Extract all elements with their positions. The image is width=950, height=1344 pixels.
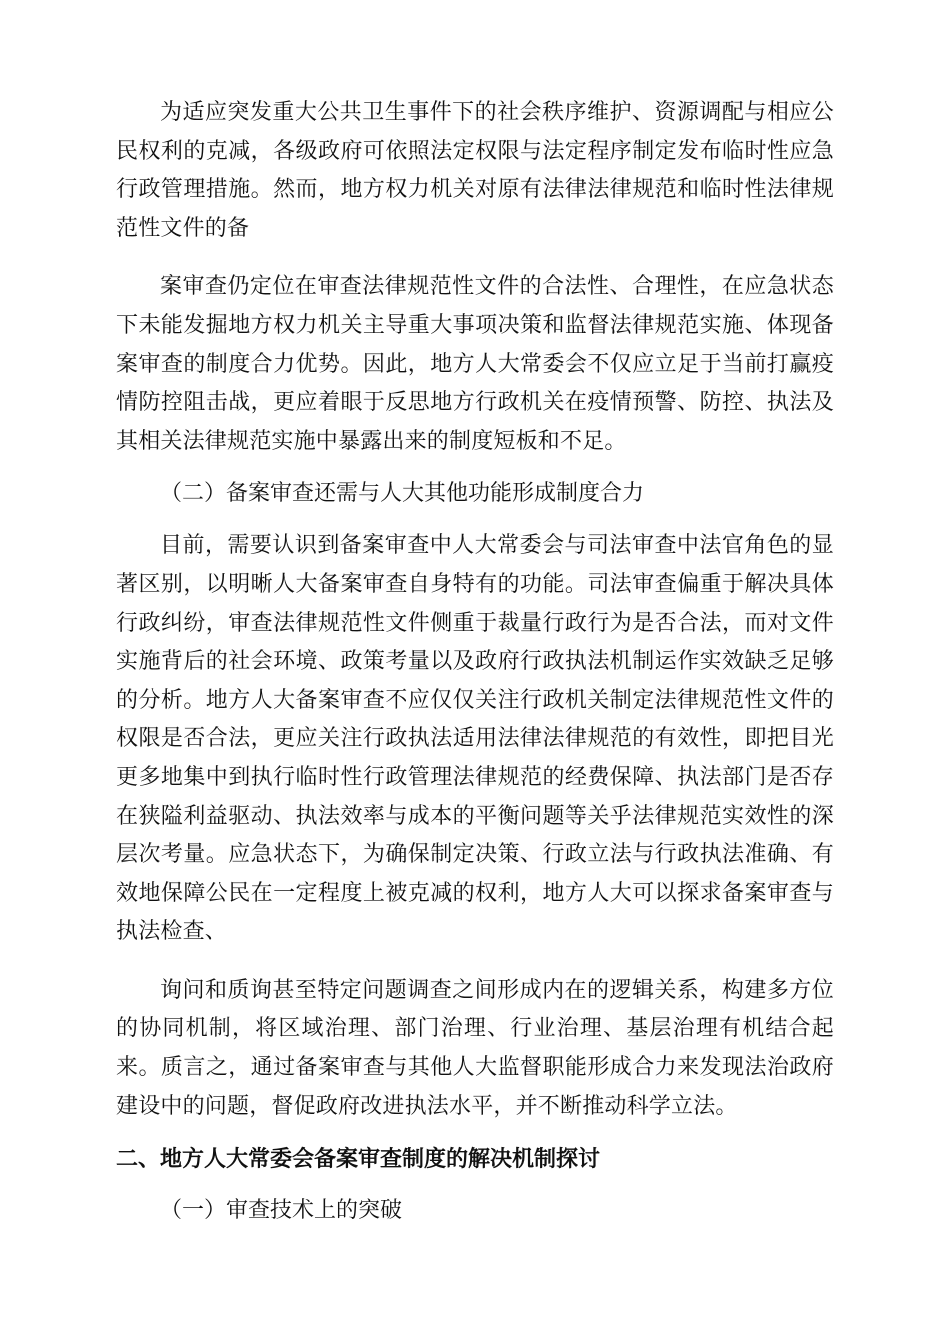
document-page [116, 94, 834, 1230]
section-subheading-2: （二）备案审查还需与人大其他功能形成制度合力 [160, 481, 645, 507]
paragraph-1: 为适应突发重大公共卫生事件下的社会秩序维护、资源调配与相应公民权利的克减，各级政府可依照法定权限与法定程序制定发布临时性应急行政管理措施。然而，地方权力机关对原有法律法律规范和临时性法律规范性文件的备 [116, 100, 834, 241]
paragraph-3: 目前，需要认识到备案审查中人大常委会与司法审查中法官角色的显著区别，以明晰人大备案审查自身特有的功能。司法审查偏重于解决具体行政纠纷，审查法律规范性文件侧重于裁量行政行为是否合法，而对文件实施背后的社会环境、政策考量以及政府行政执法机制运作实效缺乏足够的分析。地方人大备案审查不应仅仅关注行政机关制定法律规范性文件的权限是否合法，更应关注行政执法适用法律法律规范的有效性，即把目光更多地集中到执行临时性行政管理法律规范的经费保障、执法部门是否存在狭隘利益驱动、执法效率与成本的平衡问题等关乎法律规范实效性的深层次考量。应急状态下，为确保制定决策、行政立法与行政执法准确、有效地保障公民在一定程度上被克减的权利，地方人大可以探求备案审查与执法检查、 [116, 533, 834, 945]
paragraph-4: 询问和质询甚至特定问题调查之间形成内在的逻辑关系，构建多方位的协同机制，将区域治理、部门治理、行业治理、基层治理有机结合起来。质言之，通过备案审查与其他人大监督职能形成合力来发现法治政府建设中的问题，督促政府改进执法水平，并不断推动科学立法。 [116, 977, 834, 1119]
section-subheading-1: （一）审查技术上的突破 [160, 1198, 403, 1224]
section-heading-2: 二、地方人大常委会备案审查制度的解决机制探讨 [116, 1146, 601, 1173]
paragraph-2: 案审查仍定位在审查法律规范性文件的合法性、合理性，在应急状态下未能发掘地方权力机关主导重大事项决策和监督法律规范实施、体现备案审查的制度合力优势。因此，地方人大常委会不仅应立足于当前打赢疫情防控阻击战，更应着眼于反思地方行政机关在疫情预警、防控、执法及其相关法律规范实施中暴露出来的制度短板和不足。 [116, 274, 834, 454]
